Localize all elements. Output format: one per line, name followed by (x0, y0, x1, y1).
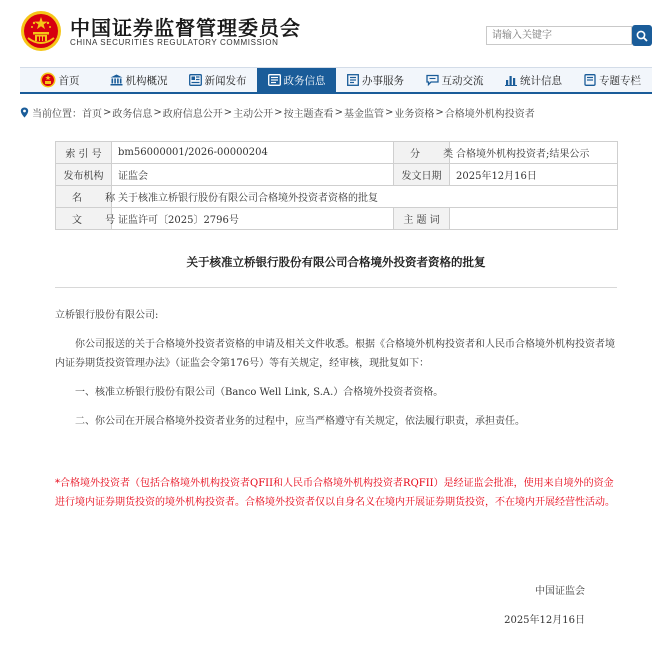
breadcrumb-separator: > (223, 106, 233, 118)
nav-item-services[interactable] (336, 68, 415, 92)
breadcrumb-item-business-qualification[interactable]: 业务资格 (394, 108, 435, 120)
approval-item-2: 二、你公司在开展合格境外投资者业务的过程中，应当严格遵守有关规定，依法履行职责，承担责任。 (75, 416, 525, 427)
nav-label: 政务信息 (283, 74, 326, 87)
national-emblem-icon[interactable] (20, 10, 62, 52)
nav-label: 统计信息 (520, 74, 562, 87)
salutation: 立桥银行股份有限公司: (55, 310, 159, 321)
breadcrumb-separator: > (435, 106, 444, 118)
breadcrumb-item-disclosure[interactable]: 政府信息公开 (162, 108, 223, 120)
nav-item-about[interactable] (99, 68, 178, 92)
document-title: 关于核准立桥银行股份有限公司合格境外投资者资格的批复 (186, 255, 486, 269)
nav-item-topics[interactable] (573, 68, 652, 92)
approval-item-1: 一、核准立桥银行股份有限公司（Banco Well Link, S.A.）合格境外投资者资格。 (75, 387, 444, 398)
breadcrumb-separator: > (384, 106, 394, 118)
nav-label: 办事服务 (362, 74, 404, 87)
name-label: 名 称 (56, 186, 112, 208)
publisher-label: 发布机构 (56, 164, 112, 186)
bar-chart-icon (505, 74, 517, 86)
site-title[interactable]: 中国证券监督管理委员会 (70, 16, 301, 40)
site-subtitle: CHINA SECURITIES REGULATORY COMMISSION (70, 38, 279, 47)
docno-value: 证监许可〔2025〕2796号 (112, 208, 394, 230)
breadcrumb-separator: > (334, 106, 343, 118)
breadcrumb-prefix: 当前位置： (32, 108, 82, 120)
meta-row (56, 164, 618, 186)
site-header (0, 0, 667, 66)
breadcrumb-item-active-disclosure[interactable]: 主动公开 (233, 108, 274, 120)
breadcrumb-separator: > (103, 106, 112, 118)
index-value: bm56000001/2026-00000204 (112, 142, 394, 164)
name-value: 关于核准立桥银行股份有限公司合格境外投资者资格的批复 (112, 186, 618, 208)
breadcrumb-item-home[interactable]: 首页 (82, 108, 102, 120)
search-button[interactable] (632, 25, 652, 46)
nav-label: 机构概况 (125, 74, 168, 87)
breadcrumb (20, 104, 535, 120)
breadcrumb-item-gov-info[interactable]: 政务信息 (112, 108, 153, 120)
breadcrumb-item-qfii[interactable]: 合格境外机构投资者 (444, 108, 535, 120)
publisher-value: 证监会 (112, 164, 394, 186)
folder-icon (584, 74, 596, 86)
building-icon (110, 74, 123, 86)
breadcrumb-separator: > (153, 106, 162, 118)
main-nav (20, 67, 652, 94)
sign-date: 2025年12月16日 (504, 615, 585, 626)
meta-row (56, 186, 618, 208)
nav-item-statistics[interactable] (494, 68, 573, 92)
nav-item-interaction[interactable] (415, 68, 494, 92)
nav-label: 首页 (58, 74, 80, 87)
breadcrumb-separator: > (274, 106, 283, 118)
category-value: 合格境外机构投资者;结果公示 (450, 142, 618, 164)
document-meta-table (55, 141, 618, 230)
nav-label: 互动交流 (441, 74, 484, 87)
body-paragraph: 你公司报送的关于合格境外投资者资格的申请及相关文件收悉。根据《合格境外机构投资者和人民币合格境外机构投资者境内证券期货投资管理办法》（证监会令第176号）等有关规定，经审核，现批复如下： (55, 339, 615, 369)
service-icon (347, 74, 359, 86)
meta-row (56, 208, 618, 230)
nav-item-gov-info[interactable] (257, 68, 336, 92)
nav-item-news[interactable] (178, 68, 257, 92)
qfii-notice: *合格境外投资者（包括合格境外机构投资者QFII和人民币合格境外机构投资者RQFII）是经证监会批准，使用来自境外的资金进行境内证券期货投资的境外机构投资者。合格境外投资者仅以自身名义在境内开展证券期货投资，不在境内开展经营性活动。 (55, 478, 615, 508)
search-icon (636, 30, 648, 42)
nav-label: 新闻发布 (204, 74, 247, 87)
keywords-label: 主 题 词 (394, 208, 450, 230)
nav-item-home[interactable] (20, 68, 99, 92)
breadcrumb-item-fund-supervision[interactable]: 基金监管 (343, 108, 384, 120)
home-emblem-icon (40, 72, 56, 88)
signature: 中国证监会 (535, 586, 585, 597)
breadcrumb-item-by-topic[interactable]: 按主题查看 (283, 108, 334, 120)
news-icon (189, 74, 202, 86)
location-pin-icon (20, 107, 29, 118)
chat-icon (426, 74, 439, 86)
date-value: 2025年12月16日 (450, 164, 618, 186)
docno-label: 文 号 (56, 208, 112, 230)
title-divider (55, 287, 617, 288)
document-icon (268, 74, 281, 86)
date-label: 发文日期 (394, 164, 450, 186)
search-input[interactable] (486, 26, 632, 45)
index-label: 索 引 号 (56, 142, 112, 164)
nav-label: 专题专栏 (599, 74, 641, 87)
category-label: 分 类 (394, 142, 450, 164)
keywords-value (450, 208, 618, 230)
meta-row (56, 142, 618, 164)
